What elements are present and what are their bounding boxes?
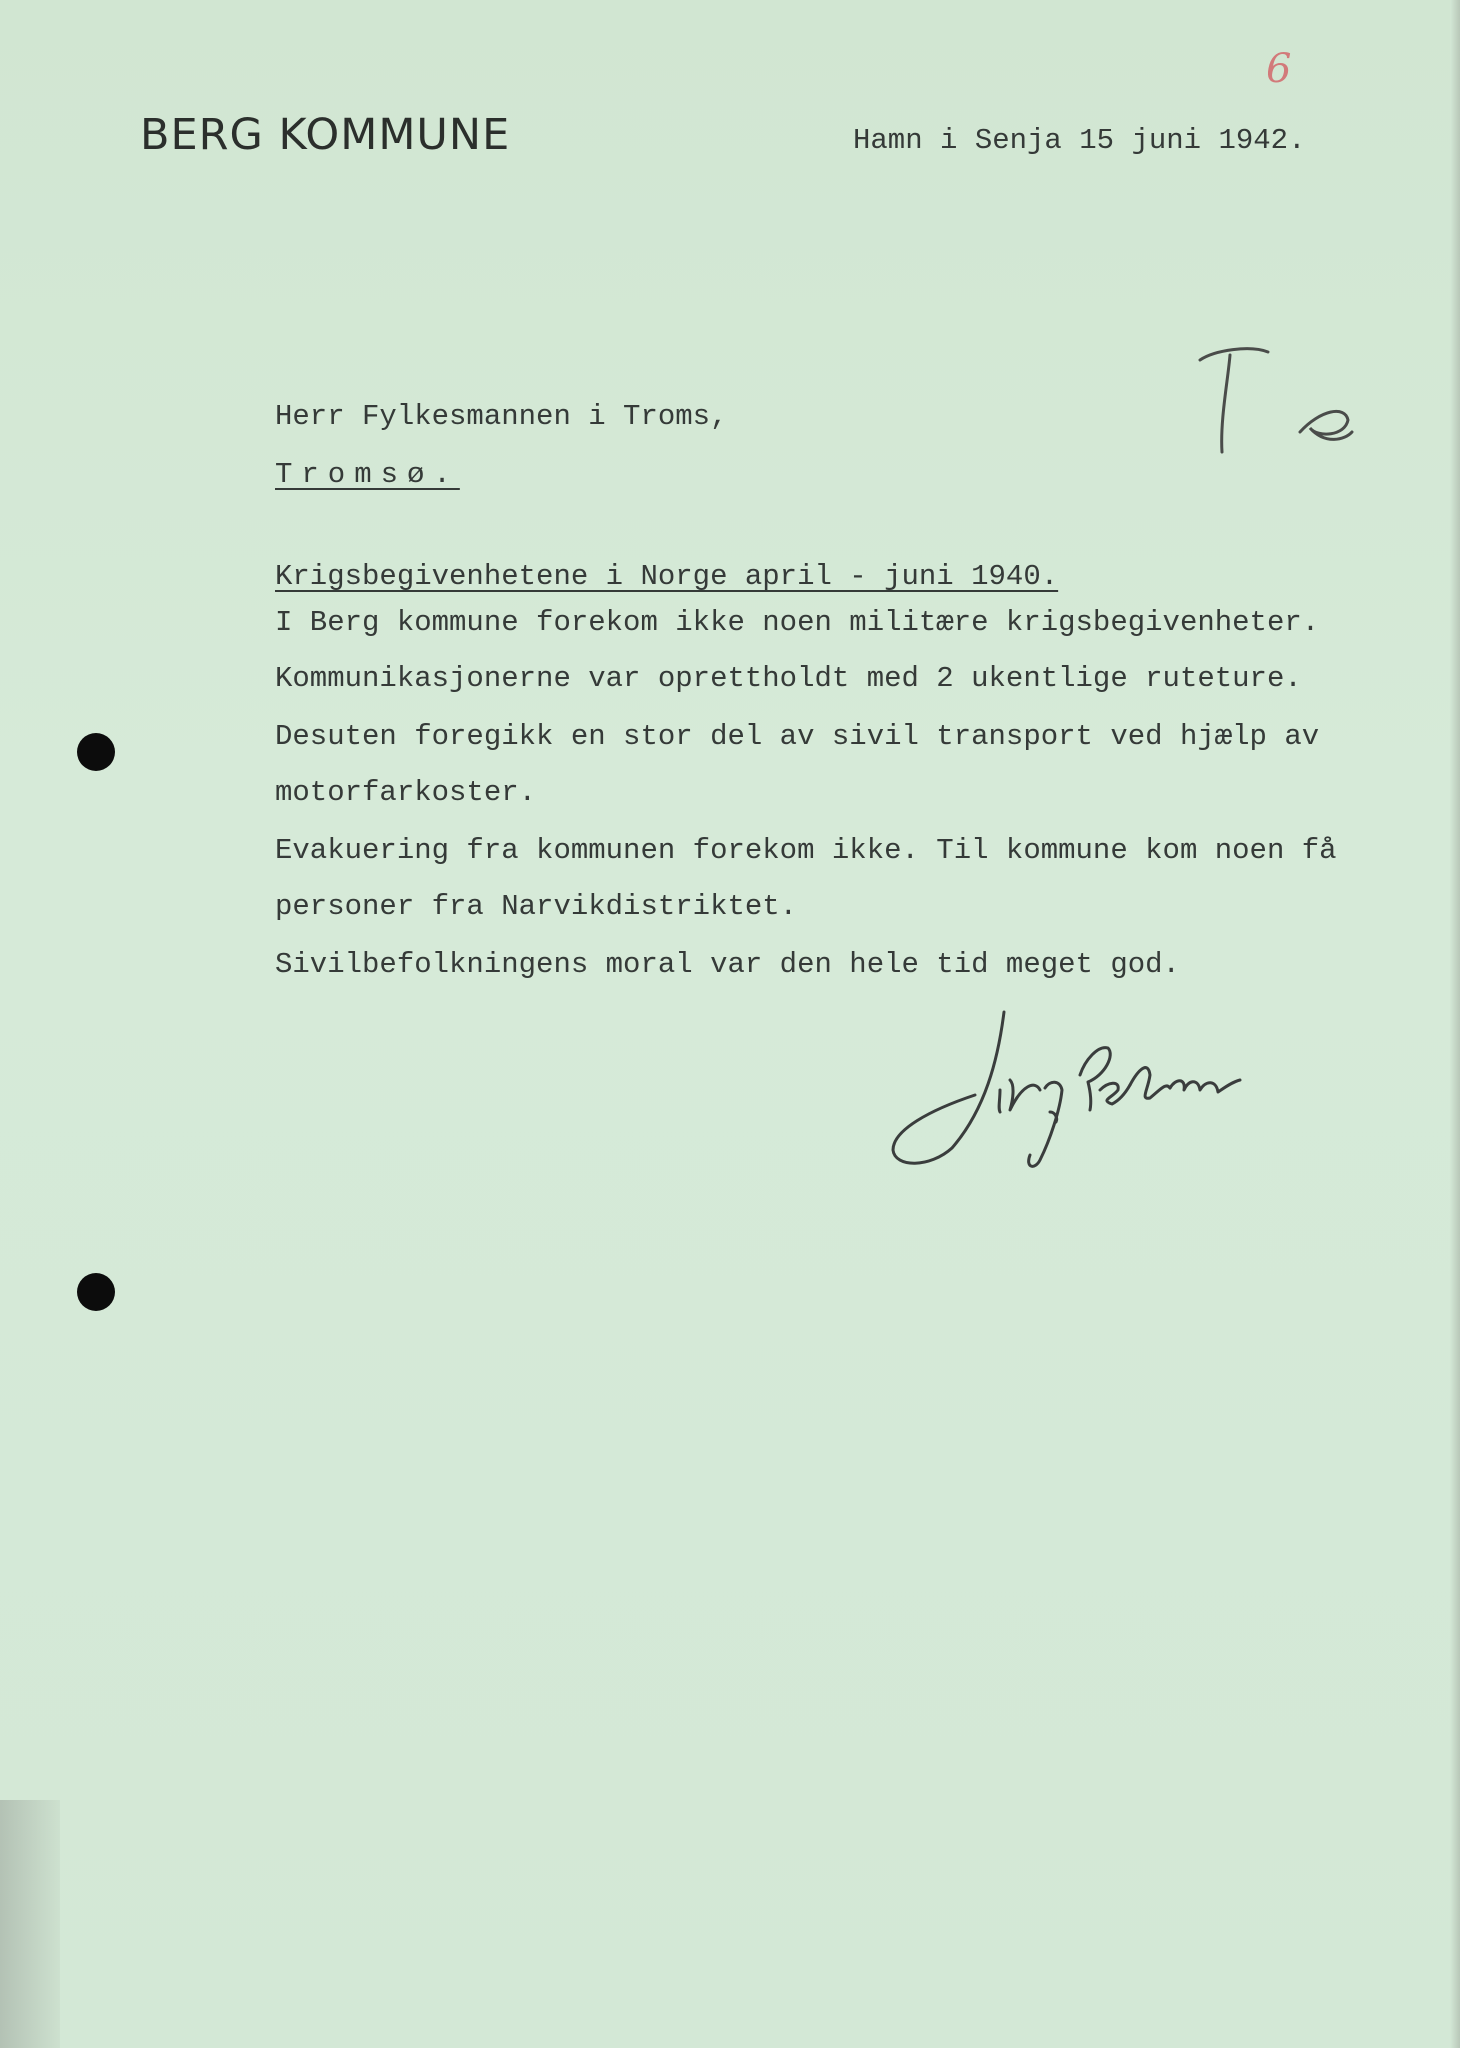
recipient-city: Tromsø.	[275, 458, 460, 491]
body-line-2: Kommunikasjonerne var oprettholdt med 2 ukentlige ruteture.	[275, 662, 1302, 695]
page-number: 6	[1266, 46, 1292, 92]
scan-right-edge	[1450, 0, 1460, 2048]
handwritten-signature	[893, 1012, 1240, 1166]
body-line-6: personer fra Narvikdistriktet.	[275, 890, 798, 923]
body-line-1: I Berg kommune forekom ikke noen militære krigsbegivenheter.	[275, 606, 1320, 639]
recipient-line-1: Herr Fylkesmannen i Troms,	[275, 400, 728, 433]
punch-hole-top	[77, 733, 115, 771]
body-line-7: Sivilbefolkningens moral var den hele tid meget god.	[275, 948, 1180, 981]
subject-line	[275, 560, 1058, 593]
body-line-5: Evakuering fra kommunen forekom ikke. Til kommune kom noen få	[275, 834, 1337, 867]
scan-edge-shadow	[0, 1800, 60, 2048]
body-line-4: motorfarkoster.	[275, 776, 537, 809]
body-line-3: Desuten foregikk en stor del av sivil transport ved hjælp av	[275, 720, 1320, 753]
subject-text: Krigsbegivenhetene i Norge april - juni 1940.	[275, 560, 1059, 593]
recipient-line-2	[275, 458, 460, 491]
dateline: Hamn i Senja 15 juni 1942.	[853, 124, 1306, 157]
handwritten-initials	[1200, 349, 1352, 452]
letterhead-org-name: BERG KOMMUNE	[140, 110, 511, 160]
punch-hole-bottom	[77, 1273, 115, 1311]
